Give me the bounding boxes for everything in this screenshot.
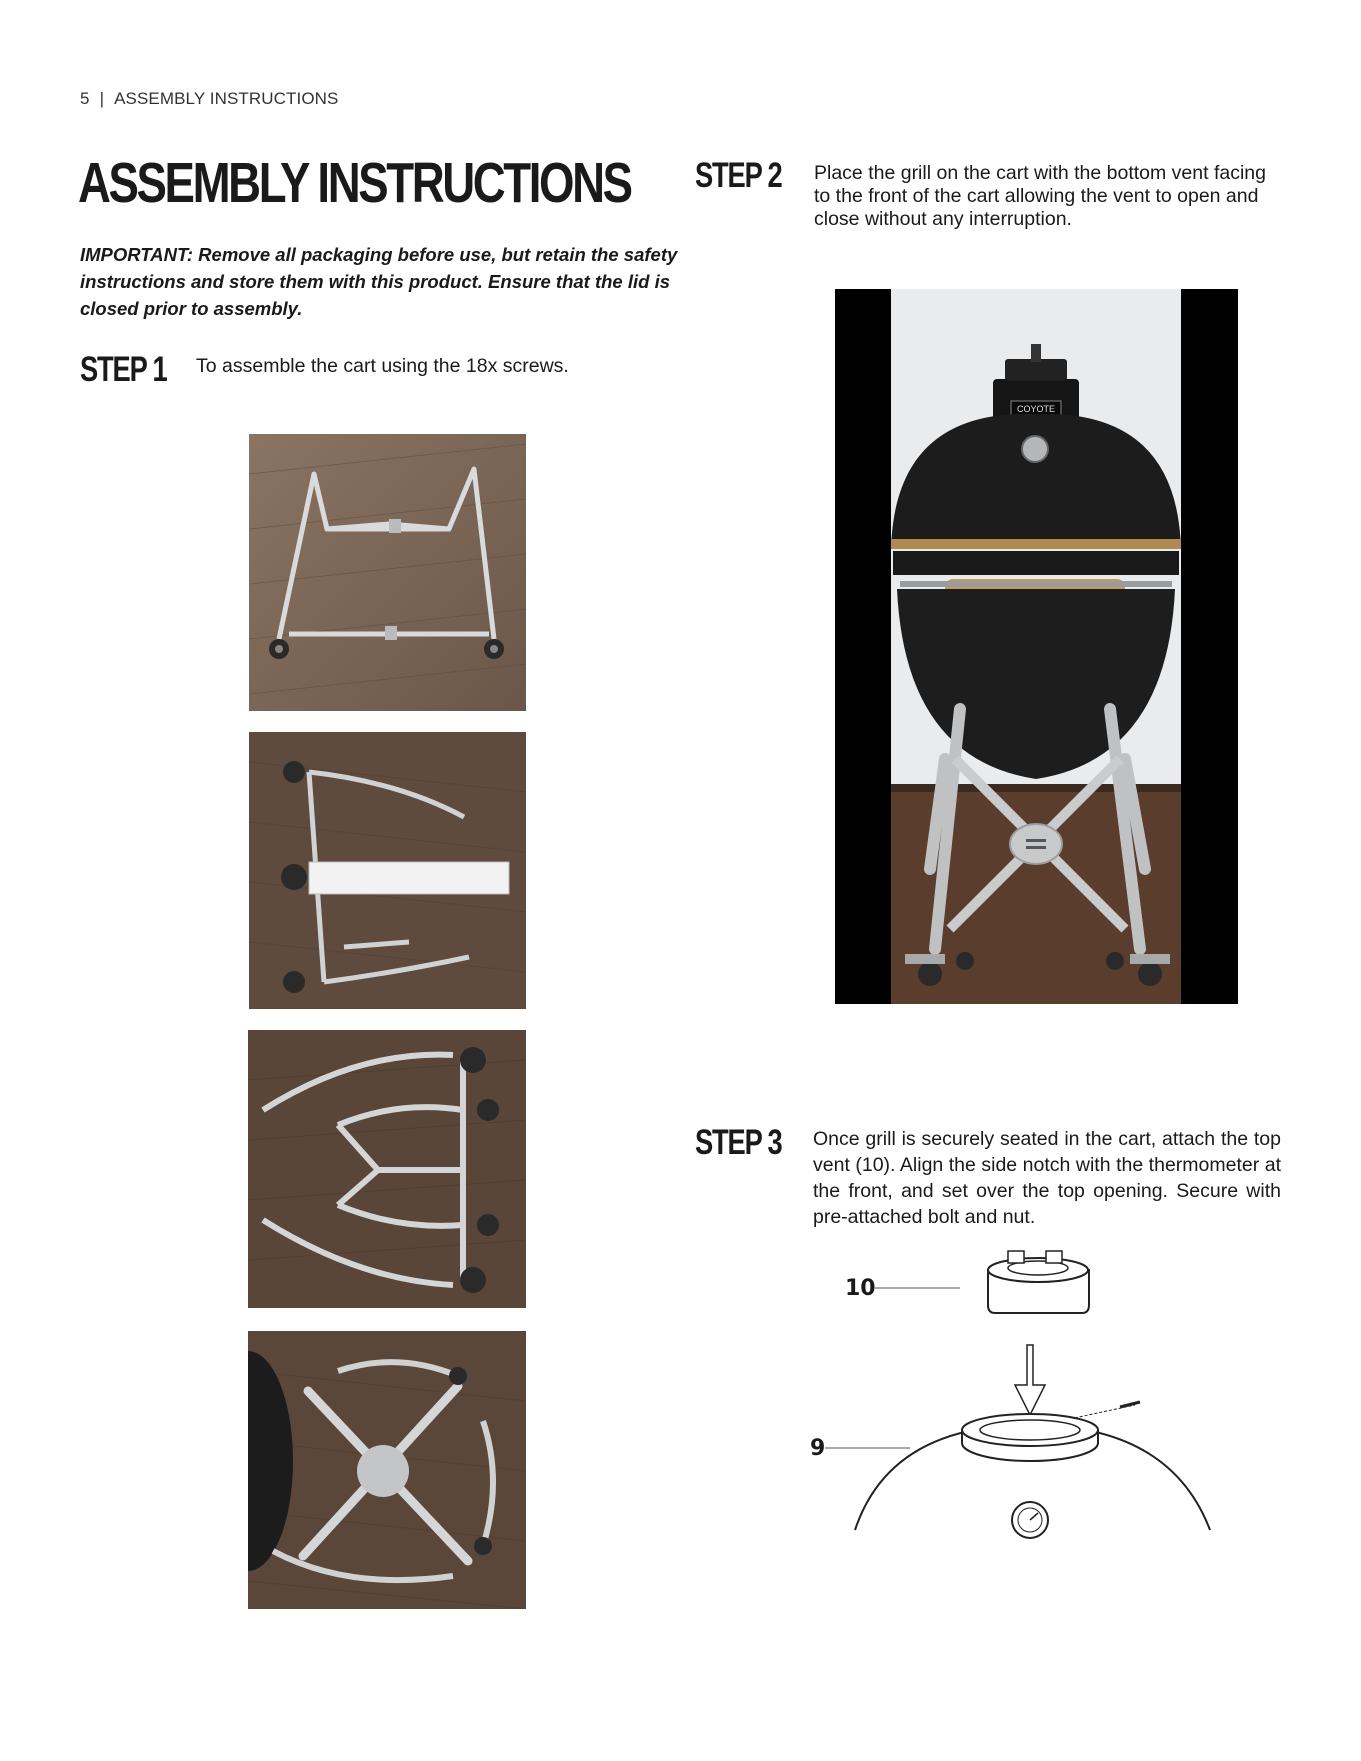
grill-on-cart-photo — [835, 289, 1238, 1004]
top-vent-diagram — [800, 1245, 1230, 1545]
step-3-text: Once grill is securely seated in the cart, attach the top vent (10). Align the side notch with the thermometer at the front, and set over the top opening. Secure with pre-attached bolt and nut. — [813, 1128, 1281, 1228]
step-1-text: To assemble the cart using the 18x screws. — [196, 355, 569, 377]
grill-brand-logo: COYOTE — [1016, 404, 1056, 414]
page-number: 5 — [80, 89, 90, 108]
important-note: IMPORTANT: Remove all packaging before use, but retain the safety instructions and store them with this product. Ensure that the lid is closed prior to assembly. — [80, 244, 678, 319]
callout-9: 9 — [810, 1436, 826, 1461]
cart-assembly-photo-3 — [248, 1030, 526, 1308]
cart-assembly-photo-1 — [249, 434, 526, 711]
step-2-text: Place the grill on the cart with the bottom vent facing to the front of the cart allowing the vent to open and close without any interruption. — [814, 162, 1266, 230]
step-3-label: STEP 3 — [695, 1123, 782, 1162]
page-title: ASSEMBLY INSTRUCTIONS — [78, 151, 631, 215]
cart-assembly-photo-4 — [248, 1331, 526, 1609]
header-separator: | — [99, 89, 105, 108]
step-2-label: STEP 2 — [695, 156, 782, 195]
page-header — [80, 89, 339, 109]
header-section: ASSEMBLY INSTRUCTIONS — [114, 89, 339, 108]
cart-assembly-photo-2 — [249, 732, 526, 1009]
step-1-label: STEP 1 — [80, 350, 167, 389]
callout-10: 10 — [845, 1276, 876, 1301]
